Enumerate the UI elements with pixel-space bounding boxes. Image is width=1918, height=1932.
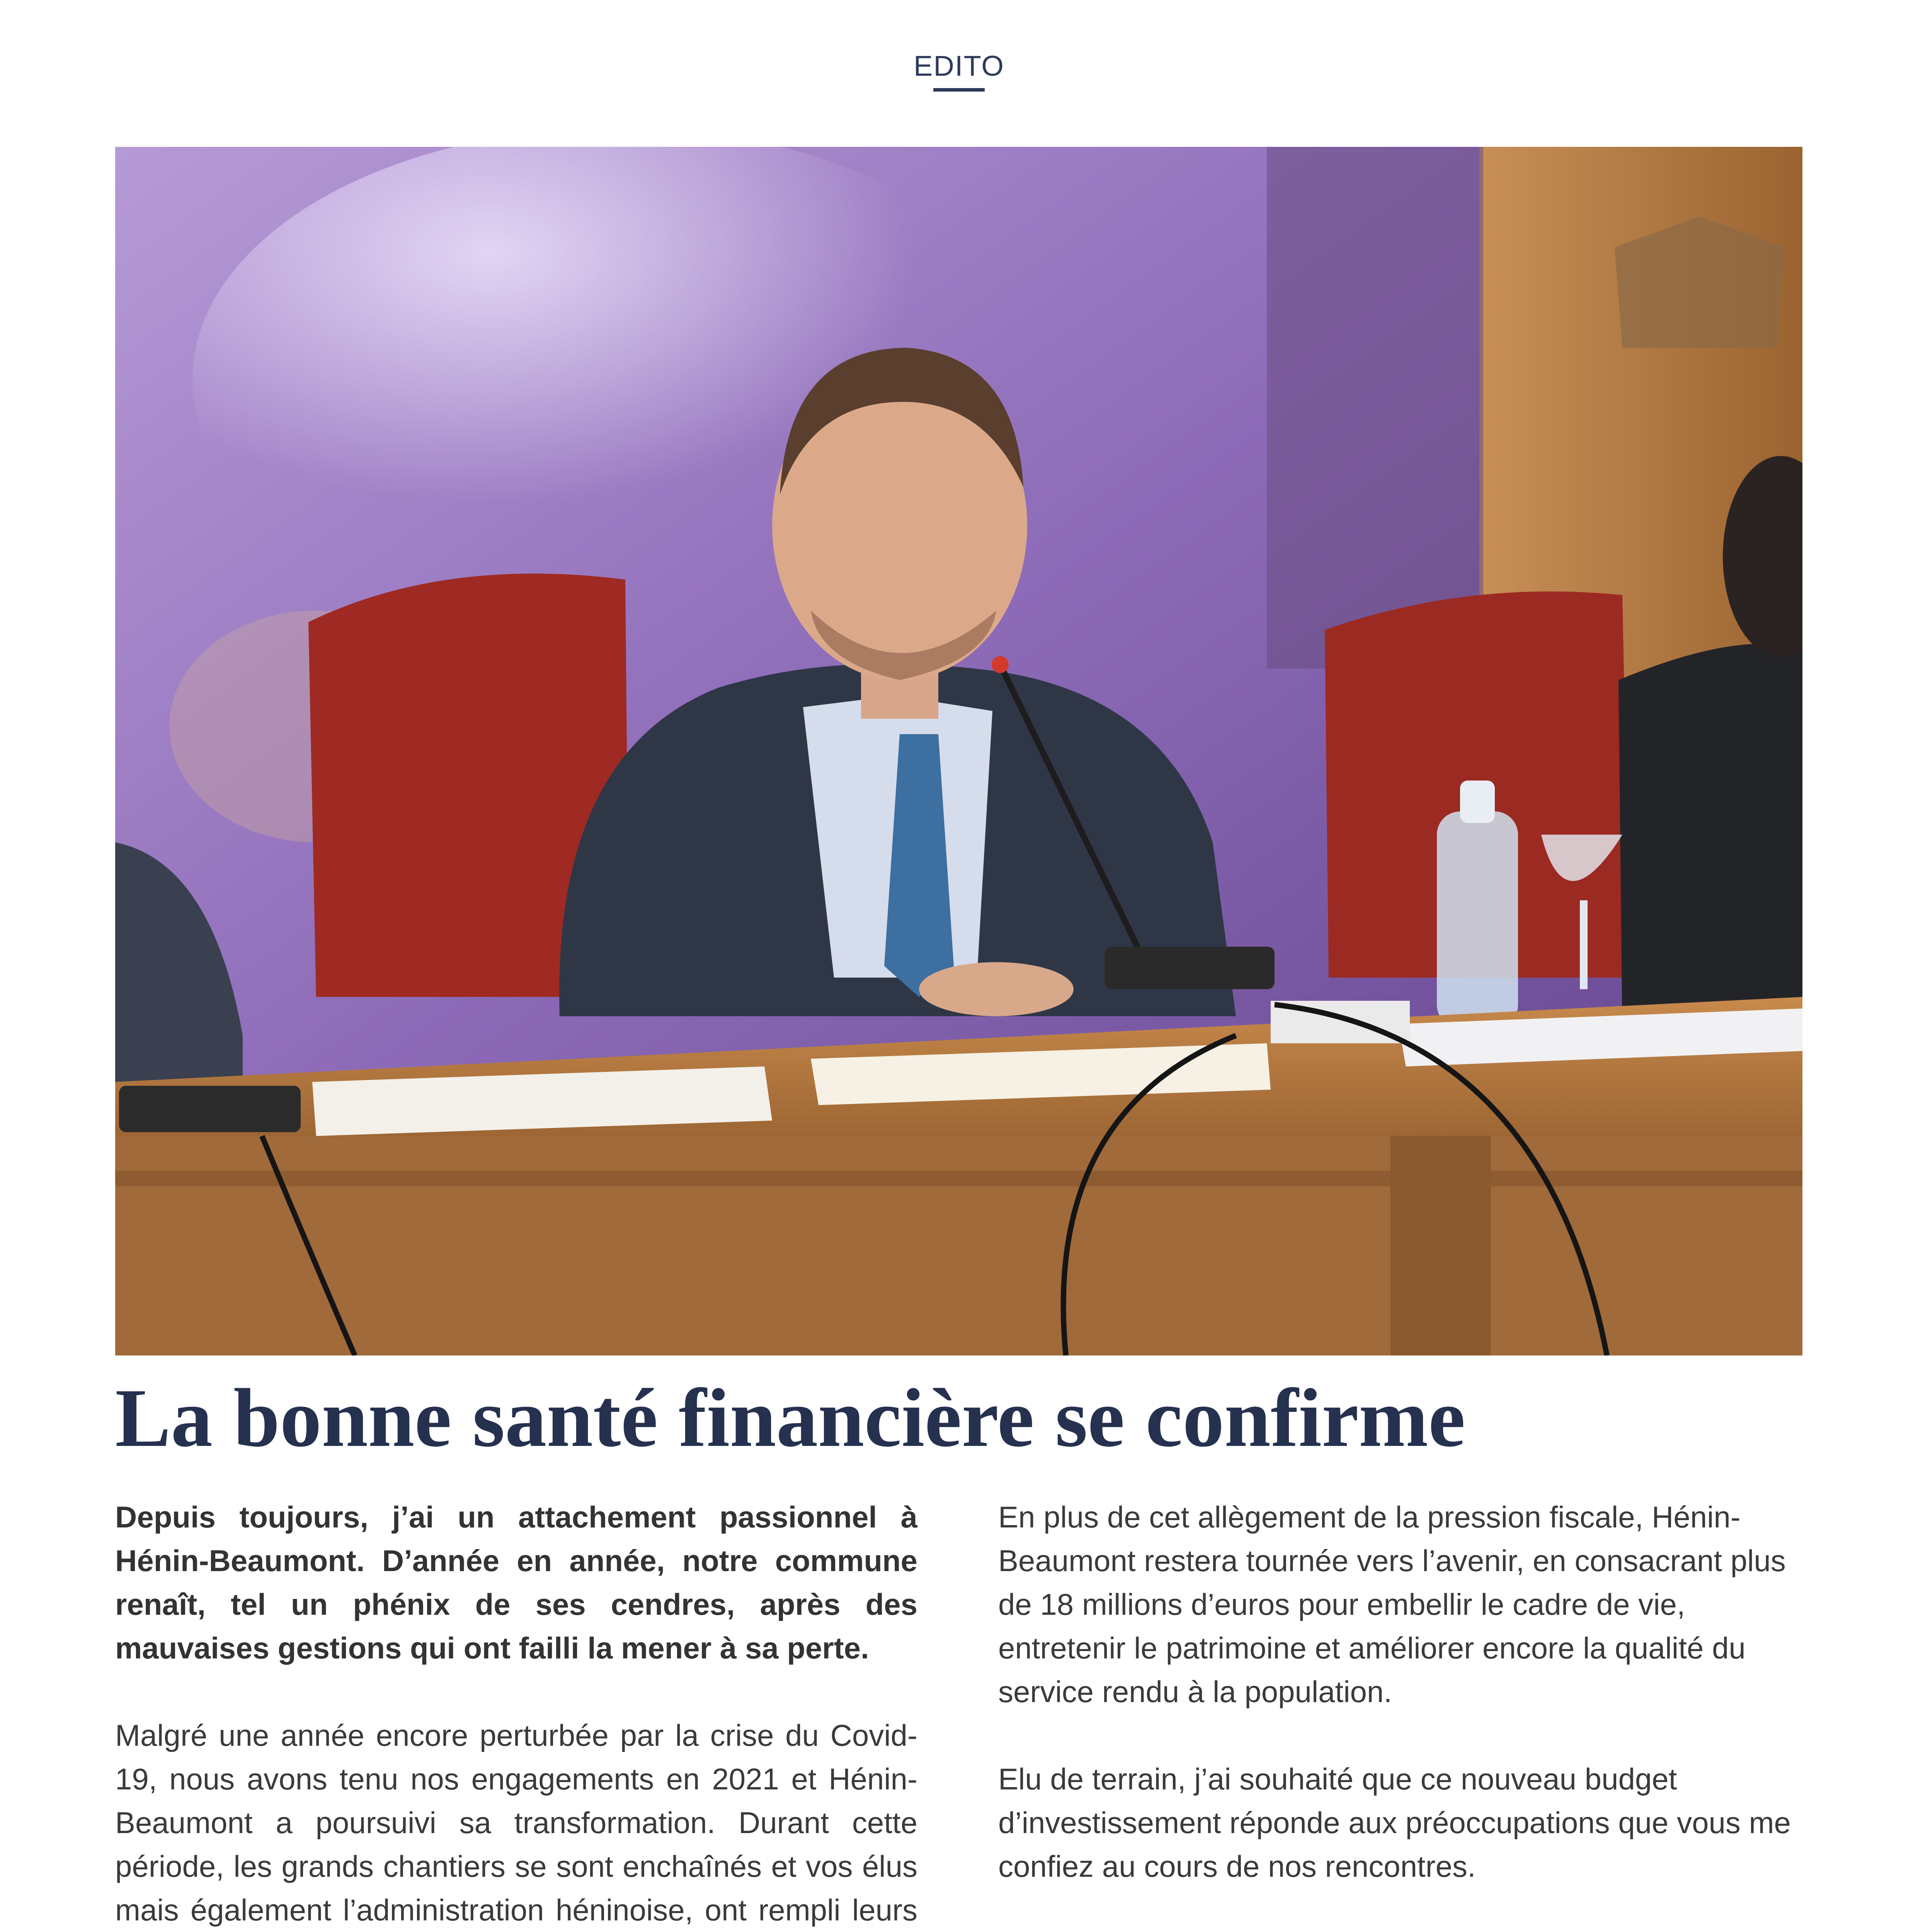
- lead-paragraph: Depuis toujours, j’ai un attachement passionnel à Hénin-Beaumont. D’année en année, notre commune renaît, tel un phénix de ses cendres, après des mauvaises gestions qui ont failli la mener à sa perte.: [115, 1500, 917, 1665]
- photo-mayor-council: [115, 147, 1802, 1355]
- section-underline: [933, 88, 985, 92]
- paragraph: Malgré une année encore perturbée par la crise du Covid-19, nous avons tenu nos engagements en 2021 et Hénin-Beaumont a poursuivi sa transformation. Durant cette période, les grands chantiers se sont enchaînés et vos élus mais également l’administration héninoise, ont rempli leurs: [115, 1718, 917, 1927]
- article-title: La bonne santé financière se confirme: [115, 1372, 1465, 1464]
- section-label: EDITO: [914, 50, 1004, 82]
- paragraph: Elu de terrain, j’ai souhaité que ce nouveau budget d’investissement réponde aux préoccupations que vous me confiez au cours de nos rencontres.: [998, 1762, 1791, 1883]
- right-column: [998, 1495, 1801, 1932]
- paragraph: En plus de cet allègement de la pression fiscale, Hénin-Beaumont restera tournée vers l’avenir, en consacrant plus de 18 millions d’euros pour embellir le cadre de vie, entretenir le patrimoine et améliorer encore la qualité du service rendu à la population.: [998, 1500, 1786, 1709]
- left-column: [115, 1495, 917, 1932]
